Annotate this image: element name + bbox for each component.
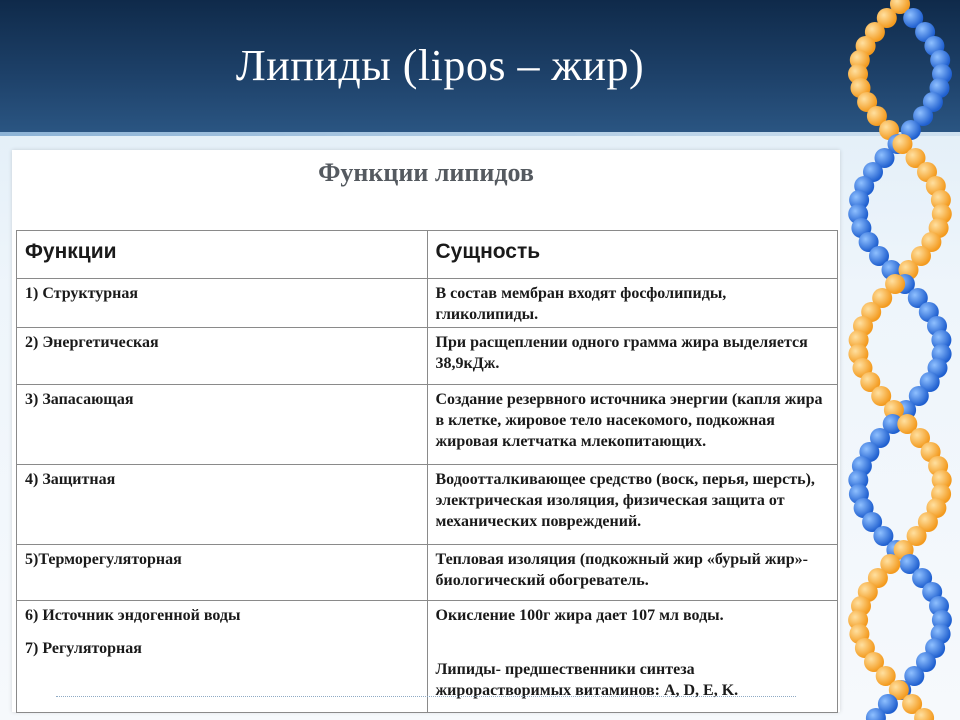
function-cell: 4) Защитная xyxy=(17,465,428,545)
essence-cell: Тепловая изоляция (подкожный жир «бурый жир»- биологический обогреватель. xyxy=(427,545,838,601)
function-cell: 1) Структурная xyxy=(17,279,428,328)
table-row xyxy=(17,279,838,328)
lipid-functions-table xyxy=(16,230,838,713)
function-7: 7) Регуляторная xyxy=(25,640,142,657)
table-row xyxy=(17,545,838,601)
functions-table-card xyxy=(12,150,840,712)
essence-cell: При расщеплении одного грамма жира выделяется 38,9кДж. xyxy=(427,328,838,385)
footer-dotted-line xyxy=(56,696,796,697)
function-cell: 2) Энергетическая xyxy=(17,328,428,385)
table-row xyxy=(17,328,838,385)
table-row xyxy=(17,465,838,545)
essence-cell: Водоотталкивающее средство (воск, перья, шерсть), электрическая изоляция, физическая защита от механических повреждений. xyxy=(427,465,838,545)
essence-cell: В состав мембран входят фосфолипиды, гликолипиды. xyxy=(427,279,838,328)
essence-7: Липиды- предшественники синтеза жирорастворимых витаминов: А, D, E, K. xyxy=(435,661,739,699)
table-caption: Функции липидов xyxy=(318,158,534,187)
header-functions: Функции xyxy=(17,231,428,279)
essence-6: Окисление 100г жира дает 107 мл воды. xyxy=(435,607,724,624)
function-cell: 5)Терморегуляторная xyxy=(17,545,428,601)
dna-helix-decoration xyxy=(830,0,960,720)
table-header-row xyxy=(17,231,838,279)
header-divider xyxy=(0,132,960,136)
essence-cell: Создание резервного источника энергии (капля жира в клетке, жировое тело насекомого, подкожная жировая клетчатка млекопитающих. xyxy=(427,385,838,465)
slide-title: Липиды (lipos – жир) xyxy=(235,41,645,90)
function-cell: 3) Запасающая xyxy=(17,385,428,465)
table-row xyxy=(17,385,838,465)
function-6: 6) Источник эндогенной воды xyxy=(25,607,241,624)
header-essence: Сущность xyxy=(427,231,838,279)
